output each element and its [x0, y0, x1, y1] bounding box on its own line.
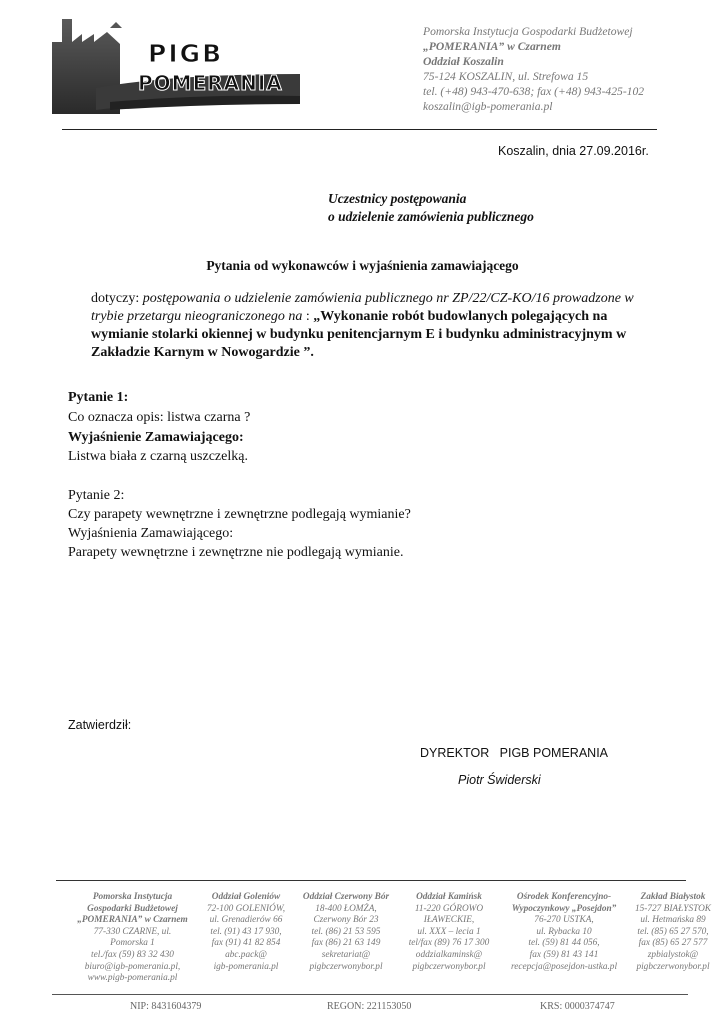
footer-line: „POMERANIA” w Czarnem — [77, 915, 188, 926]
footer-line: abc.pack@ — [225, 949, 267, 960]
footer-column-posejdon — [500, 892, 628, 973]
footer-line: Gospodarki Budżetowej — [87, 903, 178, 914]
answer-2-label: Wyjaśnienia Zamawiającego: — [68, 526, 234, 541]
footer-line: pigbczerwonybor.pl — [309, 961, 383, 972]
nip-number: NIP: 8431604379 — [130, 1001, 202, 1012]
footer-line: Wypoczynkowy „Posejdon” — [511, 903, 617, 914]
footer-line: 11-220 GÓROWO — [414, 903, 484, 914]
approval-label: Zatwierdził: — [68, 718, 132, 732]
footer-line: igb-pomerania.pl — [213, 961, 279, 972]
footer-line: Oddział Goleniów — [211, 892, 281, 902]
footer-divider — [56, 880, 686, 881]
subject-paragraph — [91, 290, 651, 362]
footer-line: Pomorska Instytucja — [92, 892, 173, 902]
footer-line: IŁAWECKIE, — [423, 915, 475, 926]
footer-line: Pomorska 1 — [110, 938, 155, 949]
krs-number: KRS: 0000374747 — [540, 1001, 615, 1012]
footer-line: tel. (59) 81 44 056, — [528, 938, 600, 949]
registry-divider — [52, 994, 688, 995]
answer-2-text: Parapety wewnętrzne i zewnętrzne nie podlegają wymianie. — [68, 545, 404, 560]
footer-line: www.pigb-pomerania.pl — [87, 973, 178, 984]
footer-line: oddzialkaminsk@ — [415, 949, 483, 960]
footer-line: tel. (86) 21 53 595 — [311, 926, 381, 937]
footer-line: ul. XXX – lecia 1 — [417, 926, 481, 937]
header-address — [423, 24, 713, 114]
document-date: Koszalin, dnia 27.09.2016r. — [498, 144, 649, 158]
footer-column-headquarters — [60, 892, 205, 985]
footer-line: recepcja@posejdon-ustka.pl — [510, 961, 618, 972]
question-2-text: Czy parapety wewnętrzne i zewnętrzne podlegają wymianie? — [68, 507, 411, 522]
footer-line: 72-100 GOLENIÓW, — [206, 903, 286, 914]
footer-line: Zakład Białystok — [640, 892, 706, 902]
footer-line: 18-400 ŁOMŻA, — [315, 903, 377, 914]
address-line: koszalin@igb-pomerania.pl — [423, 100, 553, 113]
footer-line: pigbczerwonybor.pl — [412, 961, 486, 972]
footer-line: Oddział Czerwony Bór — [302, 892, 390, 902]
subject-separator: : — [302, 309, 314, 324]
address-line: Oddział Koszalin — [423, 55, 504, 68]
footer-line: ul. Hetmańska 89 — [640, 915, 706, 926]
footer-line: tel./fax (59) 83 32 430 — [91, 949, 174, 960]
logo-text-pigb: PIGB — [148, 39, 224, 68]
logo-text-pomerania: POMERANIA — [138, 71, 283, 95]
recipient-line: Uczestnicy postępowania — [328, 191, 467, 206]
answer-1-label: Wyjaśnienie Zamawiającego: — [68, 430, 244, 445]
footer-line: ul. Grenadierów 66 — [209, 915, 283, 926]
footer-line: pigbczerwonybor.pl — [636, 961, 710, 972]
address-line: Pomorska Instytucja Gospodarki Budżetowej — [423, 25, 633, 38]
subject-prefix: dotyczy: — [91, 291, 143, 306]
regon-number: REGON: 221153050 — [327, 1001, 412, 1012]
footer-line: sekretariat@ — [321, 949, 371, 960]
footer-line: tel. (91) 43 17 930, — [210, 926, 282, 937]
approver-name: Piotr Świderski — [458, 773, 541, 787]
footer-line: ul. Rybacka 10 — [536, 926, 592, 937]
recipients — [328, 190, 534, 226]
company-logo — [52, 14, 302, 114]
address-line: 75-124 KOSZALIN, ul. Strefowa 15 — [423, 70, 589, 83]
footer-line: 76-270 USTKA, — [534, 915, 594, 926]
footer-column-kaminsk — [398, 892, 500, 973]
footer-line: fax (59) 81 43 141 — [529, 949, 599, 960]
answer-1-text: Listwa biała z czarną uszczelką. — [68, 449, 248, 464]
footer-line: biuro@igb-pomerania.pl, — [84, 961, 181, 972]
footer-column-czerwony-bor — [294, 892, 398, 973]
footer-line: Ośrodek Konferencyjno- — [516, 892, 612, 902]
page-title: Pytania od wykonawców i wyjaśnienia zamawiającego — [206, 258, 519, 273]
footer-line: fax (86) 21 63 149 — [311, 938, 381, 949]
question-2-label: Pytanie 2: — [68, 488, 125, 503]
footer-line: fax (91) 41 82 854 — [211, 938, 281, 949]
footer-line: tel/fax (89) 76 17 300 — [408, 938, 490, 949]
approver-position: DYREKTOR PIGB POMERANIA — [420, 746, 609, 760]
footer-line: 77-330 CZARNE, ul. — [93, 926, 172, 937]
header-divider — [62, 129, 657, 130]
footer-line: 15-727 BIAŁYSTOK — [634, 903, 712, 914]
footer-line: zpbialystok@ — [647, 949, 699, 960]
footer-line: Oddział Kamińsk — [416, 892, 482, 902]
recipient-line: o udzielenie zamówienia publicznego — [328, 209, 534, 224]
question-1-text: Co oznacza opis: listwa czarna ? — [68, 410, 251, 425]
footer-line: fax (85) 65 27 577 — [638, 938, 708, 949]
factory-logo-icon — [52, 14, 302, 114]
question-1-label: Pytanie 1: — [68, 390, 129, 405]
address-line: tel. (+48) 943-470-638; fax (+48) 943-425-102 — [423, 85, 645, 98]
footer-column-goleniow — [200, 892, 292, 973]
address-line: „POMERANIA” w Czarnem — [423, 40, 561, 53]
footer-column-bialystok — [627, 892, 719, 973]
footer-line: Czerwony Bór 23 — [313, 915, 379, 926]
footer-line: tel. (85) 65 27 570, — [637, 926, 709, 937]
subject-italic: postępowania o udzielenie zamówienia publicznego nr ZP/22/CZ-KO/16 prowadzone w trybie przetargu nieograniczonego na — [91, 291, 634, 324]
subject-bold: „Wykonanie robót budowlanych polegających na wymianie stolarki okiennej w budynku penitencjarnym E i budynku administracyjnym w Zakładzie Karnym w Nowogardzie ”. — [91, 309, 627, 360]
